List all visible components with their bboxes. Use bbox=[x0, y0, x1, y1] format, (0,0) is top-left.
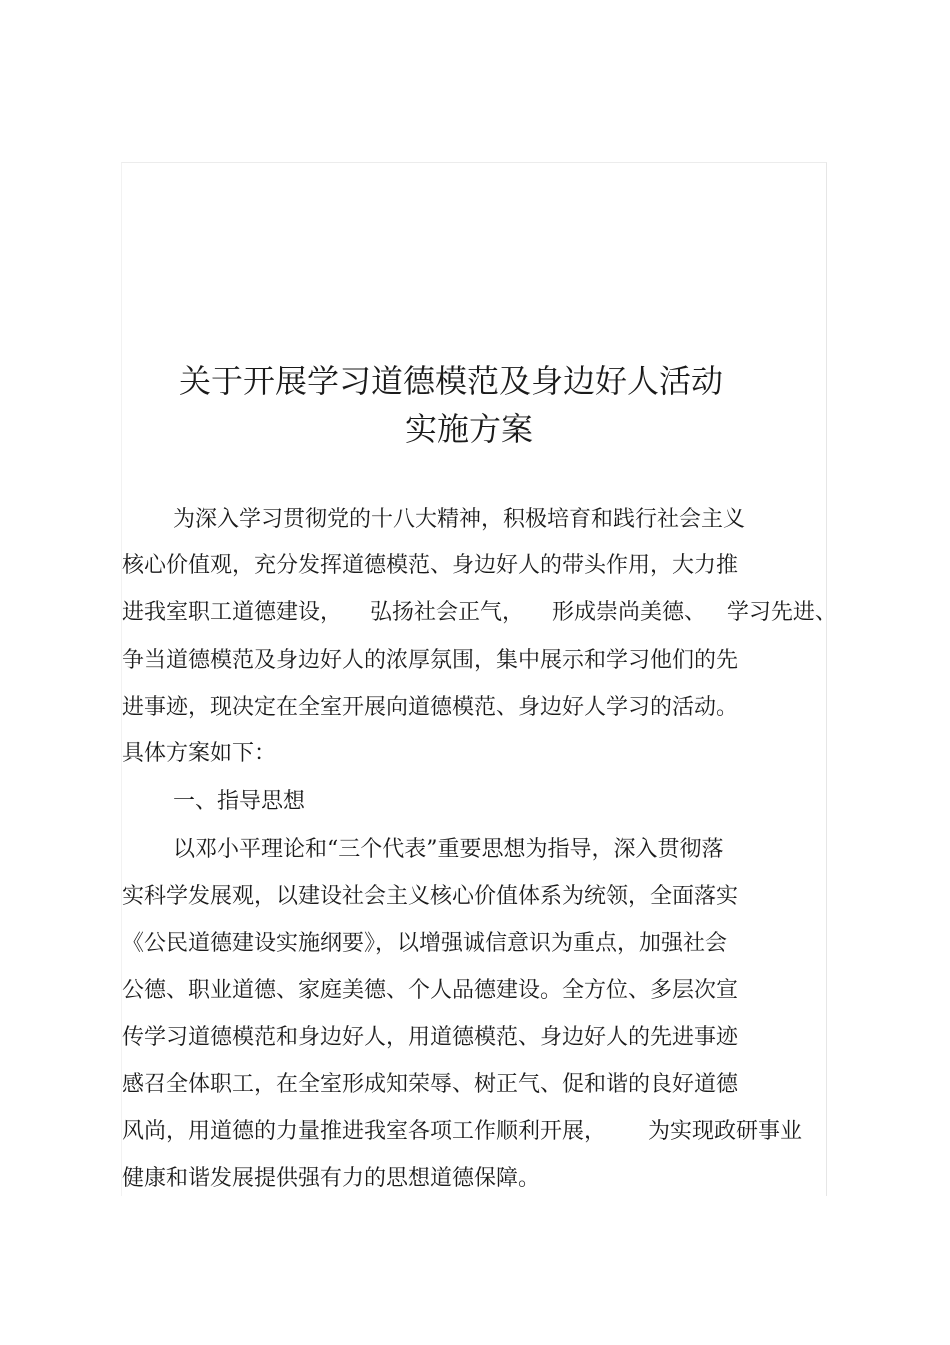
body-line-4: 争当道德模范及身边好人的浓厚氛围，集中展示和学习他们的先 bbox=[122, 648, 739, 673]
body-line-15: 健康和谐发展提供强有力的思想道德保障。 bbox=[122, 1166, 541, 1191]
body-line-6: 具体方案如下： bbox=[122, 741, 277, 766]
body-line-12: 传学习道德模范和身边好人，用道德模范、身边好人的先进事迹 bbox=[122, 1025, 739, 1050]
body-line-1: 为深入学习贯彻党的十八大精神，积极培育和践行社会主义 bbox=[173, 507, 746, 532]
document-title-line-2: 实施方案 bbox=[405, 410, 534, 448]
body-line-11: 公德、职业道德、家庭美德、个人品德建设。全方位、多层次宣 bbox=[122, 978, 739, 1003]
body-line-2: 核心价值观，充分发挥道德模范、身边好人的带头作用，大力推 bbox=[122, 553, 739, 578]
body-line-10: 《公民道德建设实施纲要》，以增强诚信意识为重点，加强社会 bbox=[122, 931, 728, 956]
body-line-9: 实科学发展观，以建设社会主义核心价值体系为统领，全面落实 bbox=[122, 884, 739, 909]
body-line-3: 进我室职工道德建设， 弘扬社会正气， 形成崇尚美德、 学习先进、 bbox=[122, 600, 837, 625]
body-line-8: 以邓小平理论和“三个代表”重要思想为指导，深入贯彻落 bbox=[173, 837, 724, 862]
section-heading-1: 一、指导思想 bbox=[173, 789, 306, 814]
body-line-5: 进事迹，现决定在全室开展向道德模范、身边好人学习的活动。 bbox=[122, 695, 739, 720]
document-title-line-1: 关于开展学习道德模范及身边好人活动 bbox=[179, 362, 724, 400]
body-line-13: 感召全体职工，在全室形成知荣辱、树正气、促和谐的良好道德 bbox=[122, 1072, 739, 1097]
body-line-14: 风尚，用道德的力量推进我室各项工作顺利开展， 为实现政研事业 bbox=[122, 1119, 802, 1144]
